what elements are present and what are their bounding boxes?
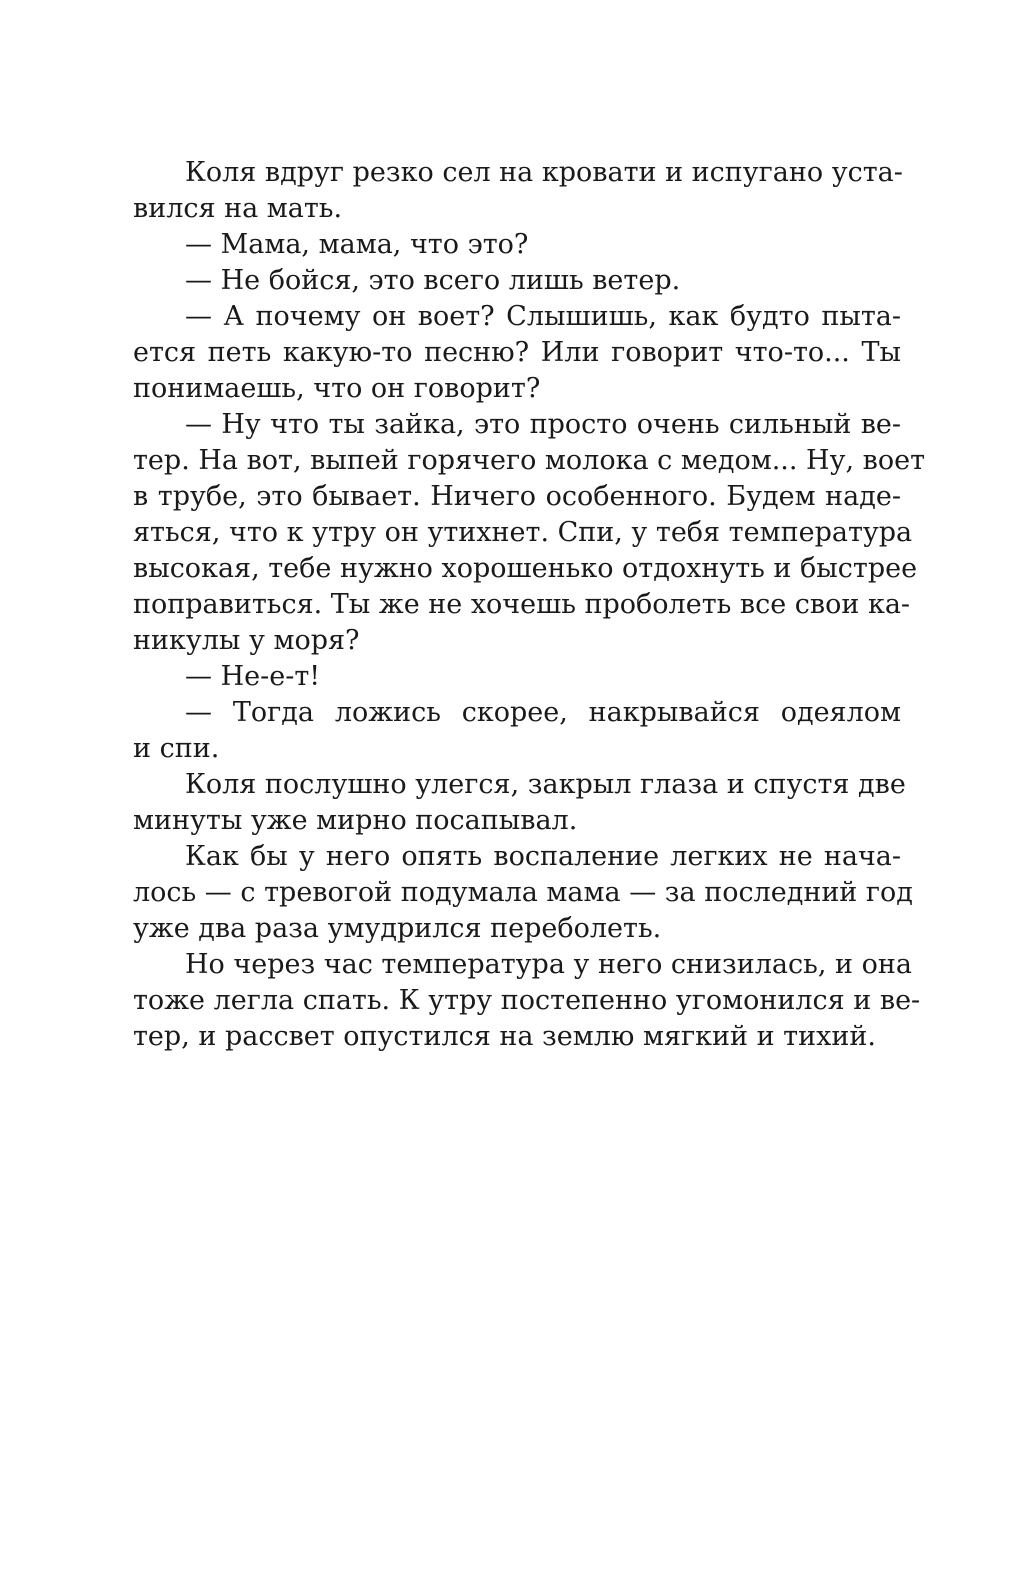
text-line: — Тогда ложись скорее, накрывайся одеялом	[185, 697, 901, 728]
text-line: яться, что к утру он утихнет. Спи, у тебя температура	[133, 517, 913, 548]
text-line: Как бы у него опять воспаление легких не нача-	[185, 841, 901, 872]
text-line: в трубе, это бывает. Ничего особенного. Будем наде-	[133, 481, 901, 512]
text-line: уже два раза умудрился переболеть.	[133, 913, 662, 944]
text-line: ется петь какую-то песню? Или говорит что-то... Ты	[133, 337, 901, 368]
text-line: вился на мать.	[133, 193, 343, 224]
text-line: Коля послушно улегся, закрыл глаза и спустя две	[185, 769, 906, 800]
text-line: тер. На вот, выпей горячего молока с медом... Ну, воет	[133, 445, 926, 476]
text-line: — Мама, мама, что это?	[185, 229, 529, 260]
text-line: тер, и рассвет опустился на землю мягкий и тихий.	[133, 1021, 876, 1052]
text-line: минуты уже мирно посапывал.	[133, 805, 578, 836]
text-line: высокая, тебе нужно хорошенько отдохнуть и быстрее	[133, 553, 918, 584]
text-line: никулы у моря?	[133, 625, 360, 656]
text-line: Коля вдруг резко сел на кровати и испугано уста-	[185, 157, 903, 188]
text-line: — Не бойся, это всего лишь ветер.	[185, 265, 681, 296]
page-text	[133, 155, 926, 1055]
text-line: поправиться. Ты же не хочешь проболеть все свои ка-	[133, 589, 911, 620]
text-line: понимаешь, что он говорит?	[133, 373, 541, 404]
text-line: тоже легла спать. К утру постепенно угомонился и ве-	[133, 985, 921, 1016]
text-line: — А почему он воет? Слышишь, как будто пыта-	[185, 301, 901, 332]
text-line: лось — с тревогой подумала мама — за последний год	[133, 877, 913, 908]
text-line: Но через час температура у него снизилась, и она	[185, 949, 912, 980]
text-line: и спи.	[133, 733, 220, 764]
text-line: — Ну что ты зайка, это просто очень сильный ве-	[185, 409, 901, 440]
text-line: — Не-е-т!	[185, 661, 321, 692]
